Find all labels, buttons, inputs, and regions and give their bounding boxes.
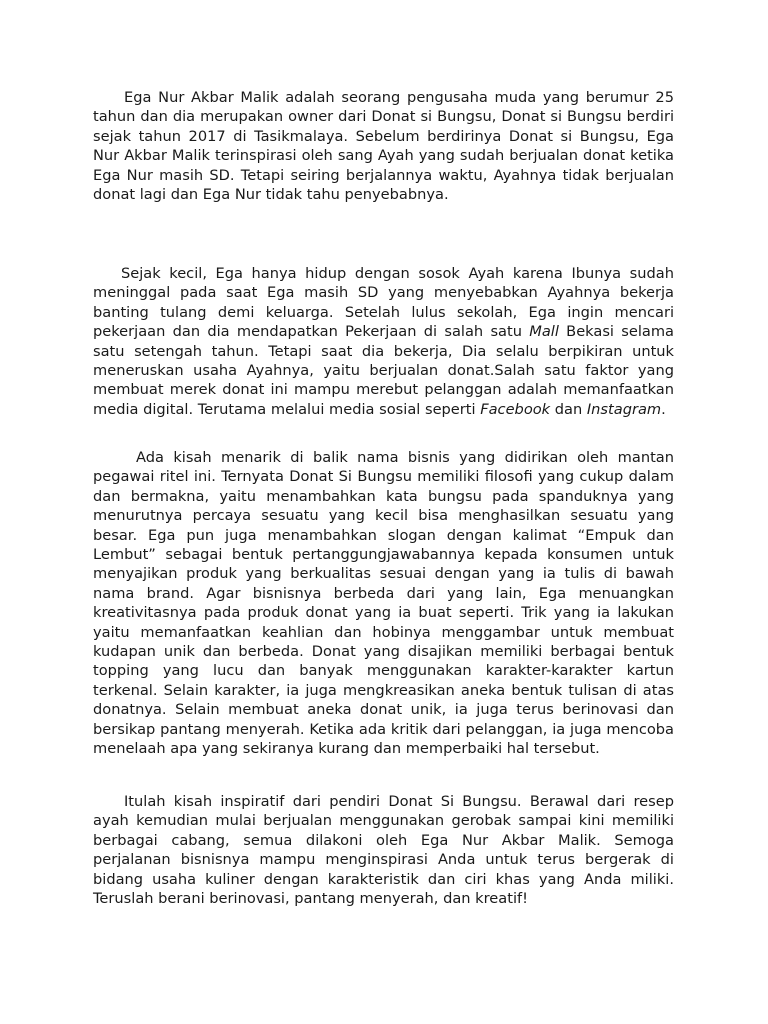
paragraph-2-end: .: [661, 400, 666, 418]
paragraph-2-instagram: Instagram: [586, 400, 662, 418]
paragraph-2-text-b: Bekasi selama satu setengah tahun. Tetapi saat dia bekerja, Dia selalu berpikiran untuk meneruskan usaha Ayahnya, yaitu berjualan donat.Salah satu faktor yang membuat merek donat ini mampu merebut pelanggan adalah memanfaatkan media digital. Terutama melalui media sosial seperti: [93, 323, 674, 418]
paragraph-2-text-a: Sejak kecil, Ega hanya hidup dengan sosok Ayah karena Ibunya sudah meninggal pada saat Ega masih SD yang menyebabkan Ayahnya bekerja banting tulang demi keluarga. Setelah lulus sekolah, Ega ingin mencari pekerjaan dan dia mendapatkan Pekerjaan di salah satu: [93, 265, 674, 341]
paragraph-3-text: Ada kisah menarik di balik nama bisnis yang didirikan oleh mantan pegawai ritel ini. Ternyata Donat Si Bungsu memiliki filosofi yang cukup dalam dan bermakna, yaitu menambahkan kata bungsu pada spanduknya yang menurutnya percaya sesuatu yang kecil bisa menghasilkan sesuatu yang besar. Ega pun juga menambahkan slogan dengan kalimat “Empuk dan Lembut” sebagai bentuk pertanggungjawabannya kepada konsumen untuk menyajikan produk yang berkualitas sesuai dengan yang ia tulis di bawah nama brand. Agar bisnisnya berbeda dari yang lain, Ega menuangkan kreativitasnya pada produk donat yang ia buat seperti. Trik yang ia lakukan yaitu memanfaatkan keahlian dan hobinya menggambar untuk membuat kudapan unik dan berbeda. Donat yang disajikan memiliki berbagai bentuk topping yang lucu dan banyak menggunakan karakter-karakter kartun terkenal. Selain karakter, ia juga mengkreasikan aneka bentuk tulisan di atas donatnya. Selain membuat aneka donat unik, ia juga terus berinovasi dan bersikap pantang menyerah. Ketika ada kritik dari pelanggan, ia juga mencoba menelaah apa yang sekiranya kurang dan memperbaiki hal tersebut.: [93, 449, 674, 758]
paragraph-2-facebook: Facebook: [480, 400, 551, 418]
paragraph-3: [93, 448, 674, 759]
paragraph-2-mall: Mall: [529, 323, 559, 341]
paragraph-2-and: dan: [550, 400, 587, 418]
paragraph-2: [93, 264, 674, 419]
paragraph-4-text: Itulah kisah inspiratif dari pendiri Donat Si Bungsu. Berawal dari resep ayah kemudian mulai berjualan menggunakan gerobak sampai kini memiliki berbagai cabang, semua dilakoni oleh Ega Nur Akbar Malik. Semoga perjalanan bisnisnya mampu menginspirasi Anda untuk terus bergerak di bidang usaha kuliner dengan karakteristik dan ciri khas yang Anda miliki. Teruslah berani berinovasi, pantang menyerah, dan kreatif!: [93, 793, 674, 908]
paragraph-4: [93, 792, 674, 908]
paragraph-1: [93, 88, 674, 204]
paragraph-1-text: Ega Nur Akbar Malik adalah seorang pengusaha muda yang berumur 25 tahun dan dia merupakan owner dari Donat si Bungsu, Donat si Bungsu berdiri sejak tahun 2017 di Tasikmalaya. Sebelum berdirinya Donat si Bungsu, Ega Nur Akbar Malik terinspirasi oleh sang Ayah yang sudah berjualan donat ketika Ega Nur masih SD. Tetapi seiring berjalannya waktu, Ayahnya tidak berjualan donat lagi dan Ega Nur tidak tahu penyebabnya.: [93, 89, 674, 204]
